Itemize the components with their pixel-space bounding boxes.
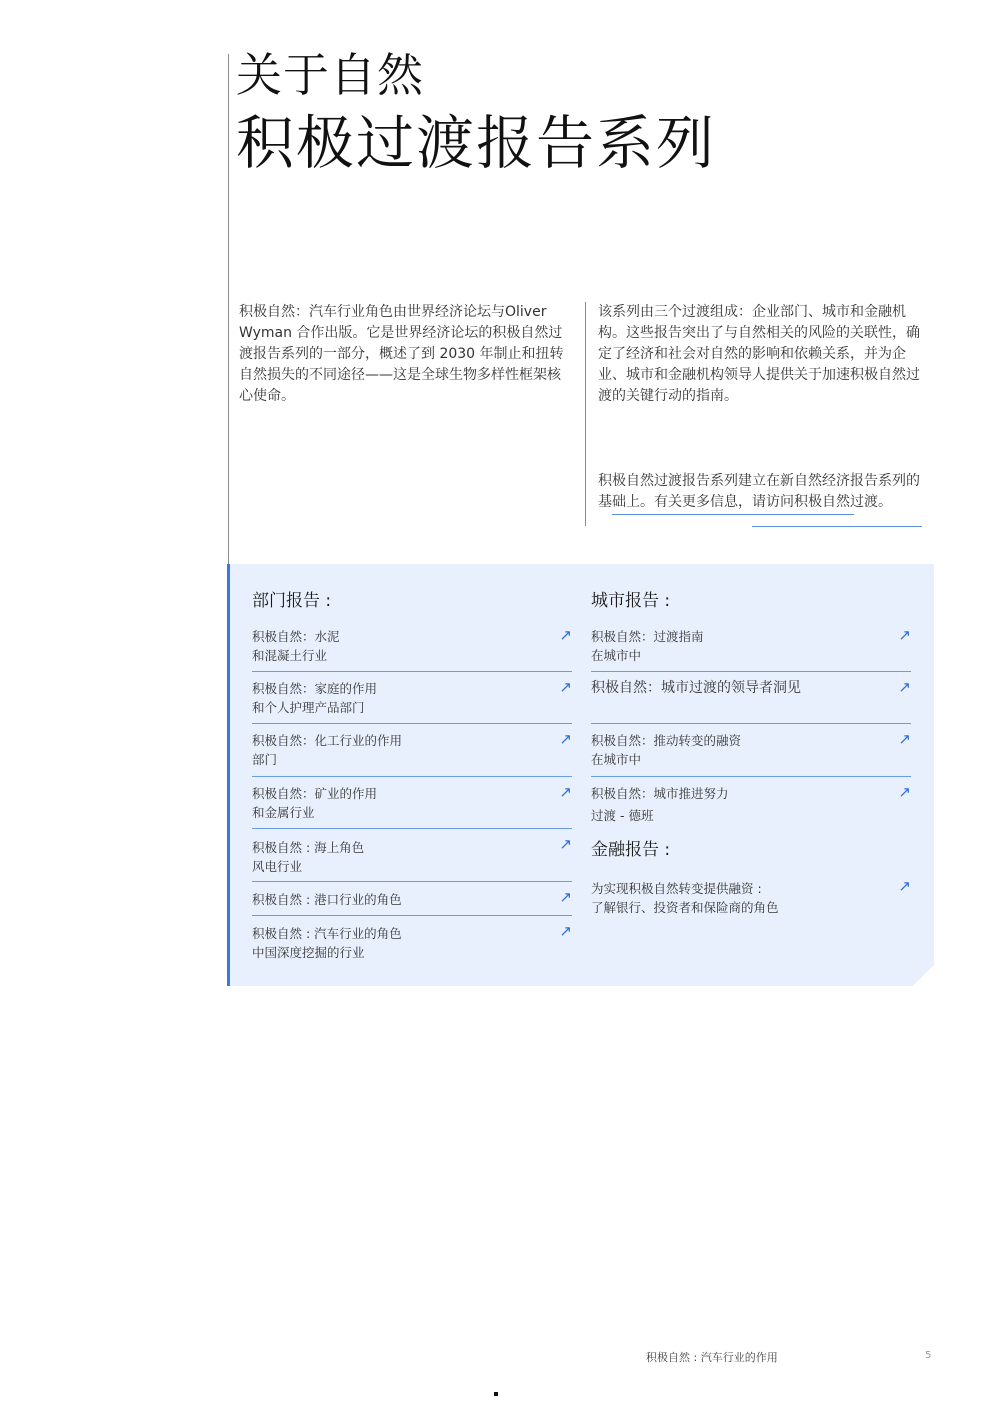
report-title-line1: 积极自然 : 海上角色 — [252, 840, 365, 855]
page-title-line2: 积极过渡报告系列 — [236, 109, 717, 177]
sector-report-link[interactable] — [252, 882, 572, 916]
arrow-up-right-icon: ↗ — [898, 783, 911, 801]
report-title-line2: 部门 — [252, 752, 278, 767]
report-title-line1: 积极自然：推动转变的融资 — [591, 733, 742, 748]
report-title-line2: 中国深度挖掘的行业 — [252, 945, 365, 960]
intro-paragraph-right: 该系列由三个过渡组成：企业部门、城市和金融机构。这些报告突出了与自然相关的风险的关联性，确定了经济和社会对自然的影响和依赖关系，并为企业、城市和金融机构领导人提供关于加速积极自然过渡的关键行动的指南。 — [598, 304, 920, 404]
report-title-line2: 和混凝土行业 — [252, 648, 328, 663]
arrow-up-right-icon: ↗ — [559, 730, 572, 748]
report-title-line1: 积极自然：过渡指南 — [591, 629, 704, 644]
arrow-up-right-icon: ↗ — [898, 877, 911, 895]
report-title-line1: 积极自然 : 汽车行业的角色 — [252, 926, 402, 941]
sector-report-link[interactable] — [252, 624, 572, 672]
sector-report-link[interactable] — [252, 672, 572, 724]
link-underline — [612, 514, 854, 515]
page-title-line1: 关于自然 — [236, 48, 424, 102]
report-title-line1: 积极自然：化工行业的作用 — [252, 733, 403, 748]
city-report-link[interactable] — [591, 624, 911, 672]
arrow-up-right-icon: ↗ — [898, 678, 911, 696]
arrow-up-right-icon: ↗ — [559, 626, 572, 644]
panel-accent-bar — [227, 564, 230, 986]
arrow-up-right-icon: ↗ — [559, 888, 572, 906]
finance-report-link[interactable] — [591, 873, 911, 921]
report-title-line1: 积极自然：矿业的作用 — [252, 786, 378, 801]
sector-report-link[interactable] — [252, 724, 572, 777]
arrow-up-right-icon: ↗ — [898, 626, 911, 644]
report-title-line2: 和金属行业 — [252, 805, 315, 820]
report-title-line1: 积极自然 : 港口行业的角色 — [252, 892, 402, 907]
city-reports-column — [591, 588, 911, 921]
report-title-line1: 为实现积极自然转变提供融资 : — [591, 881, 762, 896]
intro-paragraph-left: 积极自然：汽车行业角色由世界经济论坛与Oliver Wyman 合作出版。它是世界经济论坛的积极自然过渡报告系列的一部分，概述了到 2030 年制止和扭转自然损失的不同途径——这是全球生物多样性框架核心使命。 — [239, 304, 564, 404]
report-title-line1: 积极自然：家庭的作用 — [252, 681, 378, 696]
city-report-link[interactable] — [591, 672, 911, 724]
report-title-line2: 和个人护理产品部门 — [252, 700, 365, 715]
report-title-line2: 风电行业 — [252, 859, 303, 874]
sector-report-link[interactable] — [252, 777, 572, 829]
city-report-link[interactable] — [591, 724, 911, 777]
page-number: 5 — [925, 1350, 932, 1361]
sector-report-link[interactable] — [252, 916, 572, 964]
footer-mark — [494, 1392, 498, 1396]
sector-reports-title: 部门报告 : — [252, 591, 332, 611]
report-title-line1: 积极自然：城市推进努力 — [591, 786, 729, 801]
report-title-line2: 了解银行、投资者和保险商的角色 — [591, 900, 779, 915]
arrow-up-right-icon: ↗ — [559, 678, 572, 696]
link-underline — [752, 526, 922, 527]
arrow-up-right-icon: ↗ — [559, 835, 572, 853]
intro-paragraph-link[interactable]: 积极自然过渡报告系列建立在新自然经济报告系列的基础上。有关更多信息，请访问积极自然过渡。 — [598, 473, 920, 510]
finance-reports-title: 金融报告 : — [591, 840, 671, 860]
column-divider — [585, 302, 586, 526]
report-title-line1: 积极自然：水泥 — [252, 629, 340, 644]
sector-report-link[interactable] — [252, 829, 572, 882]
arrow-up-right-icon: ↗ — [898, 730, 911, 748]
report-title-line2: 过渡 - 德班 — [591, 808, 654, 823]
page-title — [236, 44, 716, 180]
report-title-line2: 在城市中 — [591, 648, 642, 663]
arrow-up-right-icon: ↗ — [559, 783, 572, 801]
arrow-up-right-icon: ↗ — [559, 922, 572, 940]
sector-reports-column — [252, 588, 572, 964]
report-title-line1: 积极自然：城市过渡的领导者洞见 — [591, 680, 801, 696]
city-reports-title: 城市报告 : — [591, 591, 671, 611]
report-title-line2: 在城市中 — [591, 752, 642, 767]
city-report-link[interactable] — [591, 777, 911, 829]
footer-title: 积极自然 : 汽车行业的作用 — [646, 1351, 778, 1364]
